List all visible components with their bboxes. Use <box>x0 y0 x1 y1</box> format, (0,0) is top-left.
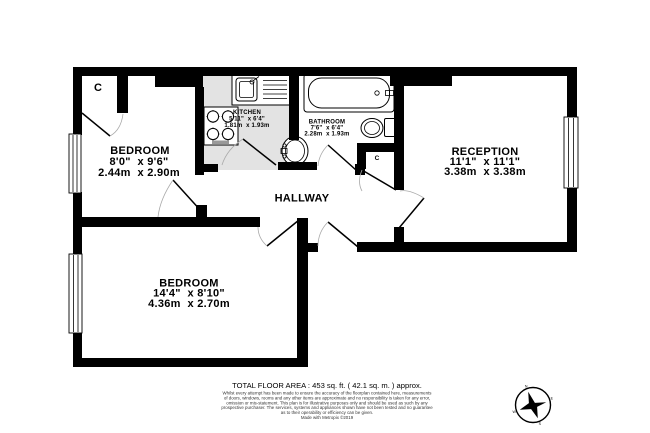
disclaimer-line: as to their operability or efficiency can be given. <box>280 410 374 416</box>
wall-segment <box>73 358 308 367</box>
kitchen-sink-icon <box>232 74 290 105</box>
closet-label-bedroom1: C <box>94 82 102 94</box>
wall-segment <box>203 164 218 172</box>
bathtub-icon <box>304 74 394 112</box>
window <box>564 117 578 188</box>
disclaimer-credit: Made with Metropix ©2019 <box>300 415 354 420</box>
door-bathroom <box>318 145 356 170</box>
room-label-bedroom2 <box>148 278 230 311</box>
toilet-icon <box>361 119 396 138</box>
door-closet-bedroom1 <box>82 113 123 136</box>
bedroom2-metric: 4.36m x 2.70m <box>148 298 230 310</box>
wall-segment <box>567 188 577 252</box>
door-bedroom1 <box>158 180 202 217</box>
room-label-bathroom <box>304 120 349 138</box>
disclaimer-line: prospective purchaser. The services, systems and appliances shown have not been tested and no guarantee <box>221 405 433 411</box>
disclaimer-line: Whilst every attempt has been made to ensure the accuracy of the floorplan contained here, measurements <box>222 390 432 396</box>
reception-size: 11'1" x 11'1" <box>449 156 521 168</box>
wall-segment <box>289 67 299 140</box>
bathroom-size: 7'6" x 6'4" <box>310 125 344 132</box>
wall-segment <box>278 162 317 170</box>
wall-segment <box>394 76 404 190</box>
wall-segment <box>357 152 366 169</box>
disclaimer <box>221 391 433 421</box>
compass-w: W <box>512 410 516 415</box>
kitchen-size: 5'11" x 6'4" <box>229 116 265 123</box>
door-reception <box>399 191 424 228</box>
wall-segment <box>73 192 82 255</box>
compass-s: S <box>538 422 542 427</box>
bedroom2-name: BEDROOM <box>159 277 219 290</box>
door-bedroom2 <box>258 220 299 246</box>
wall-segment <box>73 67 82 135</box>
wall-segment <box>357 242 577 252</box>
bedroom1-size: 8'0" x 9'6" <box>109 156 169 168</box>
bathroom-name: BATHROOM <box>308 119 346 126</box>
kitchen-name: KITCHEN <box>232 110 262 116</box>
reception-metric: 3.38m x 3.38m <box>444 166 526 178</box>
disclaimer-line: omission or mis-statement. This plan is for illustrative purposes only and should be used as such by any <box>226 400 428 406</box>
closet-label-reception: C <box>374 155 380 162</box>
total-floor-area: TOTAL FLOOR AREA : 453 sq. ft. ( 42.1 sq. m. ) approx. <box>232 381 422 390</box>
wall-segment <box>308 243 318 252</box>
window <box>69 134 81 193</box>
compass-star <box>520 392 546 418</box>
hallway-label: HALLWAY <box>274 192 330 205</box>
bedroom2-size: 14'4" x 8'10" <box>153 287 225 300</box>
wall-segment <box>297 218 308 367</box>
wall-segment <box>567 76 577 117</box>
wall-segment <box>195 87 204 175</box>
compass-e: E <box>550 396 554 401</box>
window <box>69 254 82 333</box>
disclaimer-line: of doors, windows, rooms and any other items are approximate and no responsibility is taken for any error, <box>223 395 431 401</box>
bathroom-metric: 2.28m x 1.93m <box>304 131 350 138</box>
wall-segment <box>117 71 128 113</box>
room-label-reception <box>444 146 526 178</box>
wall-segment <box>394 227 404 242</box>
compass-icon <box>512 385 553 427</box>
bedroom1-name: BEDROOM <box>110 145 170 157</box>
wall-segment <box>73 67 577 76</box>
door-entrance <box>318 222 358 247</box>
wall-segment <box>82 217 260 227</box>
compass-n: N <box>524 384 528 389</box>
kitchen-metric: 1.81m x 1.93m <box>224 123 270 129</box>
oven-front <box>212 141 229 145</box>
bedroom1-metric: 2.44m x 2.90m <box>98 167 180 179</box>
room-label-bedroom1 <box>98 145 180 179</box>
wall-segment <box>155 76 203 87</box>
reception-name: RECEPTION <box>451 146 519 158</box>
